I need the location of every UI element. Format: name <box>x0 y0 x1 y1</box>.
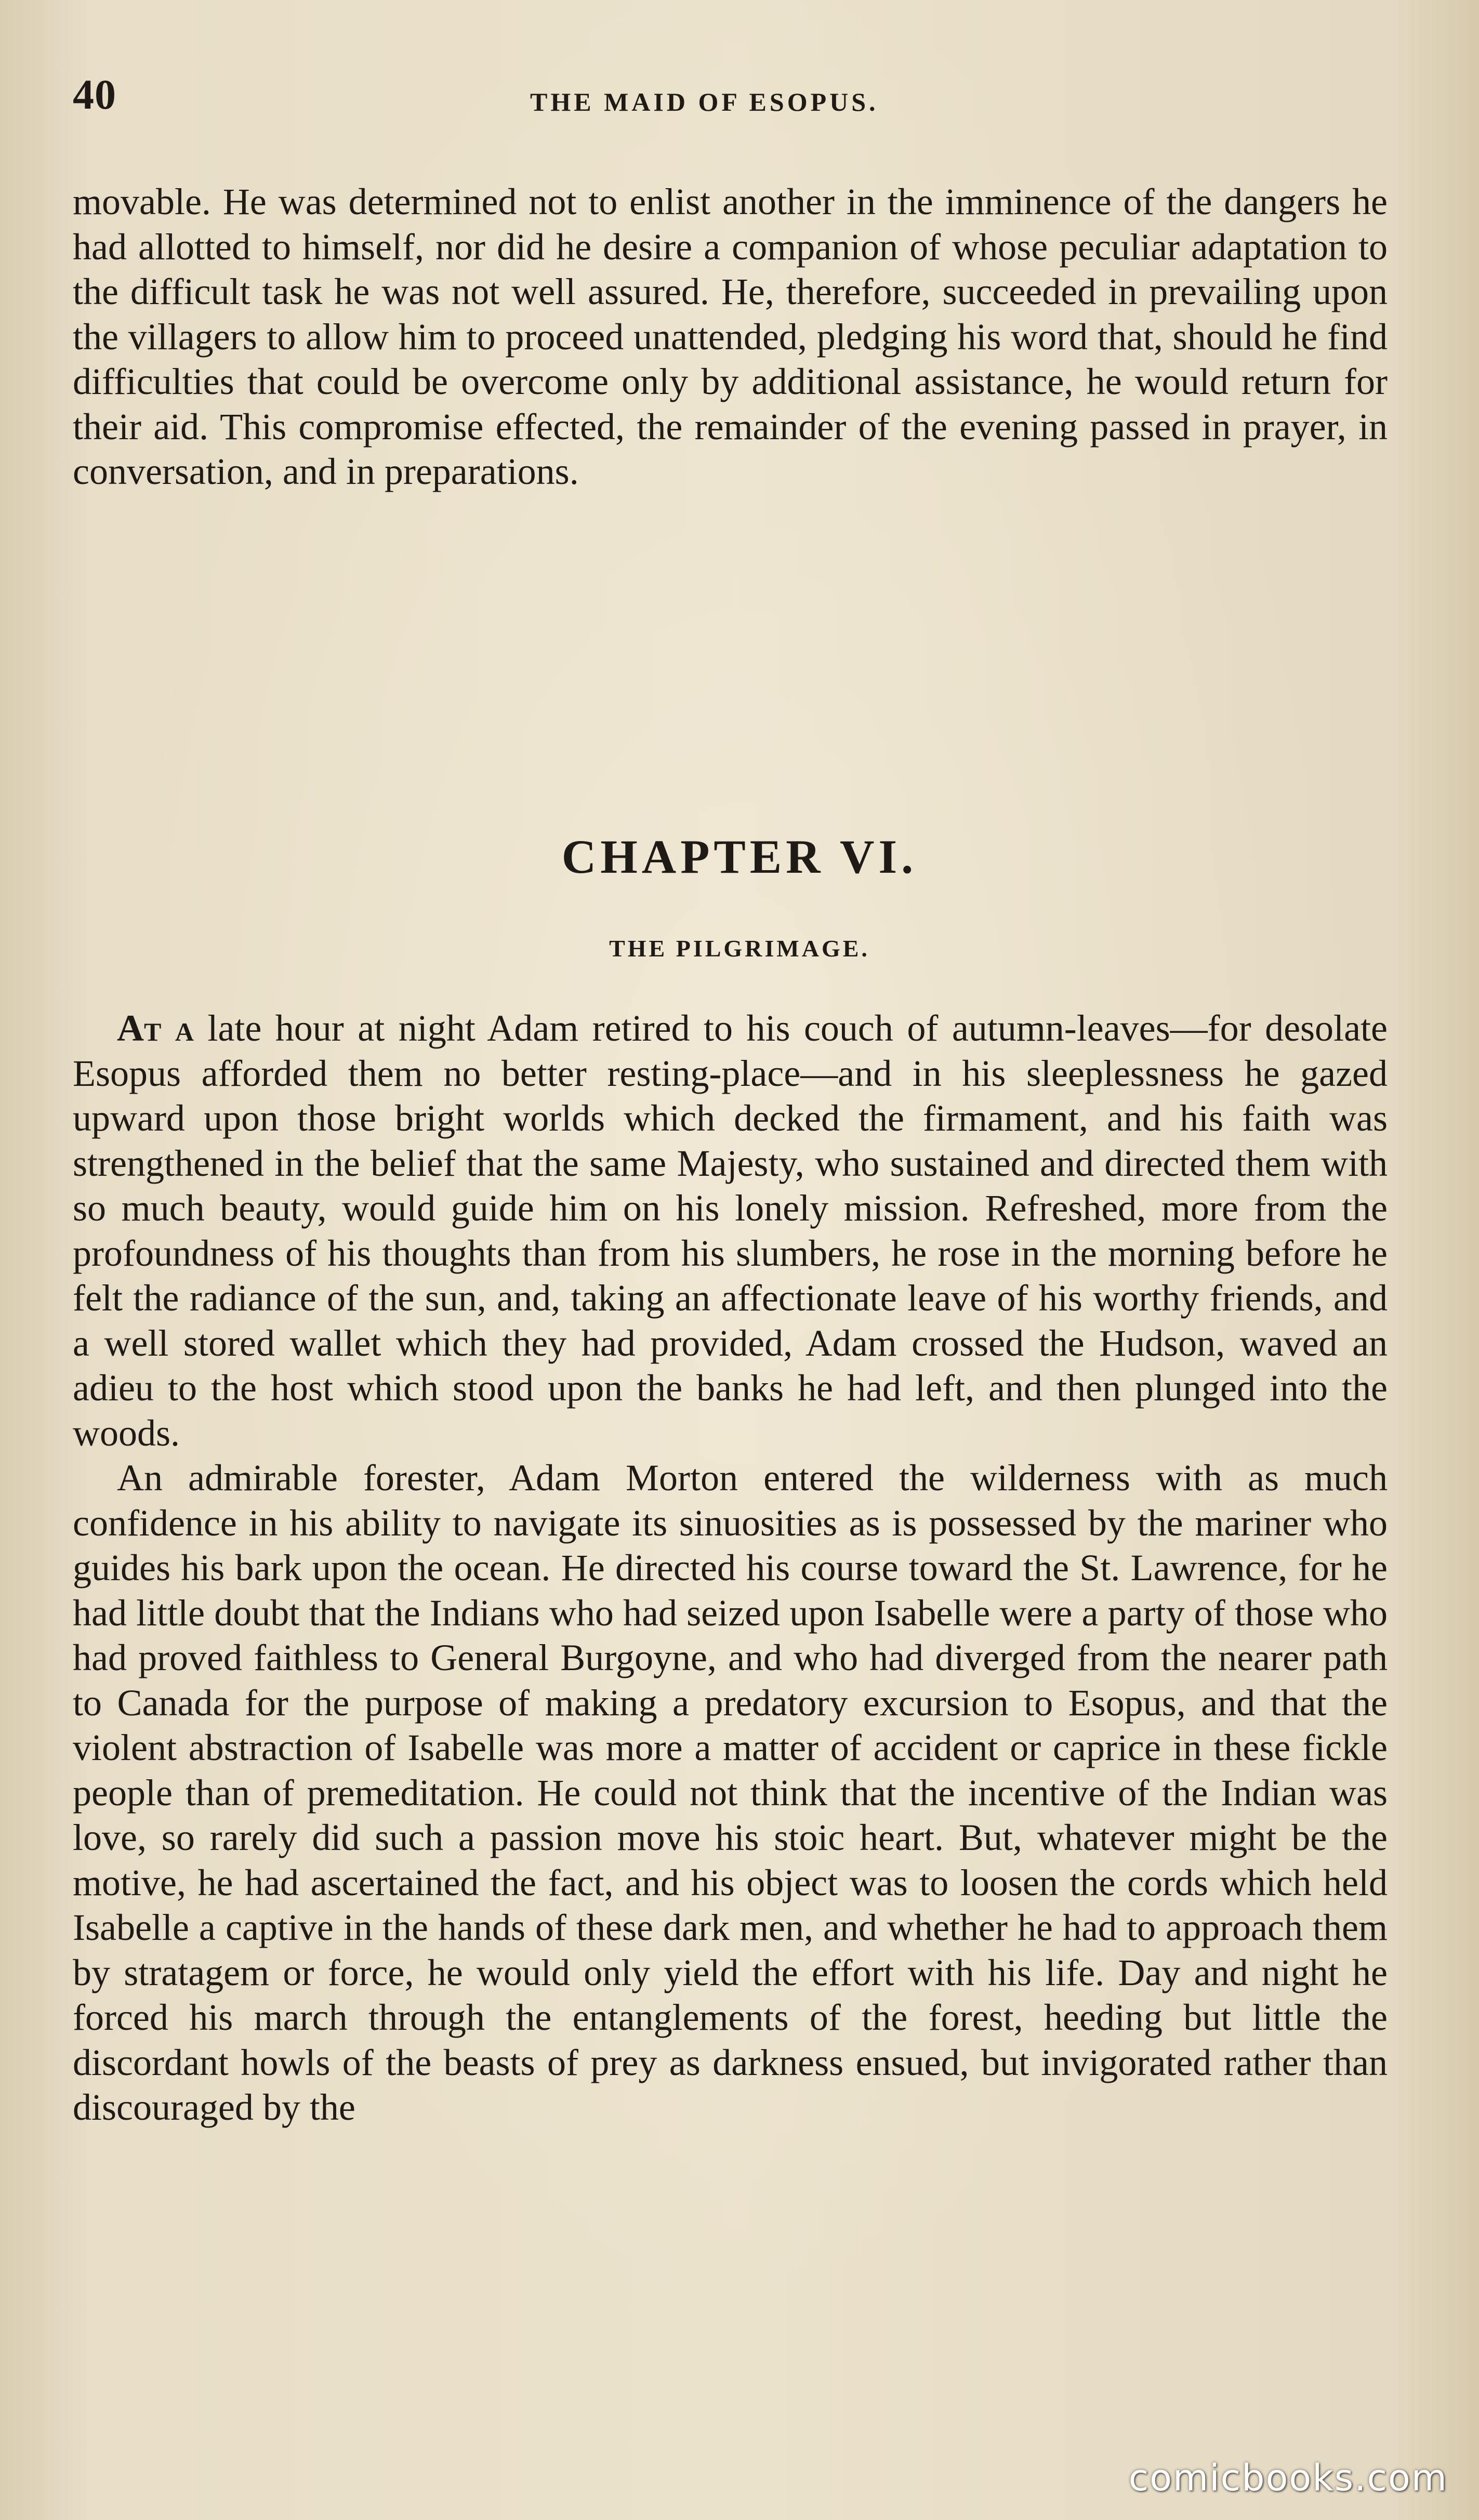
chapter-paragraph-1 <box>73 1006 1388 1455</box>
page-number: 40 <box>73 71 116 118</box>
continuation-paragraph-block <box>73 179 1388 494</box>
watermark: comicbooks.com <box>1128 2457 1448 2499</box>
running-title: THE MAID OF ESOPUS. <box>530 87 879 116</box>
chapter-body <box>73 1006 1388 2130</box>
continuation-paragraph: movable. He was determined not to enlist another in the imminence of the dangers he had allotted to himself, nor did he desire a companion of whose peculiar adaptation to the difficult task he was not well assured. He, therefore, succeeded in prevailing upon the villagers to allow him to proceed unattended, pledging his word that, should he find difficulties that could be overcome only by additional assistance, he would return for their aid. This compromise effected, the remainder of the evening passed in prayer, in conversation, and in preparations. <box>73 181 1388 492</box>
running-head <box>73 70 1388 127</box>
chapter-paragraph-2: An admirable forester, Adam Morton entered the wilderness with as much confidence in his ability to navigate its sinuosities as is possessed by the mariner who guides his bark upon the ocean. He directed his course toward the St. Lawrence, for he had little doubt that the Indians who had seized upon Isabelle were a party of those who had proved faithless to General Burgoyne, and who had diverged from the nearer path to Canada for the purpose of making a predatory excursion to Esopus, and that the violent abstraction of Isabelle was more a matter of accident or caprice in these fickle people than of premeditation. He could not think that the incentive of the Indian was love, so rarely did such a passion move his stoic heart. But, whatever might be the motive, he had ascertained the fact, and his object was to loosen the cords which held Isabelle a captive in the hands of these dark men, and whether he had to approach them by stratagem or force, he would only yield the effort with his life. Day and night he forced his march through the entanglements of the forest, heeding but little the discordant howls of the beasts of prey as darkness ensued, but invigorated rather than discouraged by the <box>73 1457 1388 2128</box>
chapter-heading: CHAPTER VI. <box>561 830 918 883</box>
chapter-subtitle: THE PILGRIMAGE. <box>609 935 870 962</box>
paragraph-lead-words: At a <box>117 1007 194 1049</box>
paragraph-1-text: late hour at night Adam retired to his couch of autumn-leaves—for desolate Esopus afforded them no better resting-place—and in his sleeplessness he gazed upward upon those bright worlds which decked the firmament, and his faith was strengthened in the belief that the same Majesty, who sustained and directed them with so much beauty, would guide him on his lonely mission. Refreshed, more from the profoundness of his thoughts than from his slumbers, he rose in the morning before he felt the radiance of the sun, and, taking an affectionate leave of his worthy friends, and a well stored wallet which they had provided, Adam crossed the Hudson, waved an adieu to the host which stood upon the banks he had left, and then plunged into the woods. <box>73 1007 1388 1454</box>
